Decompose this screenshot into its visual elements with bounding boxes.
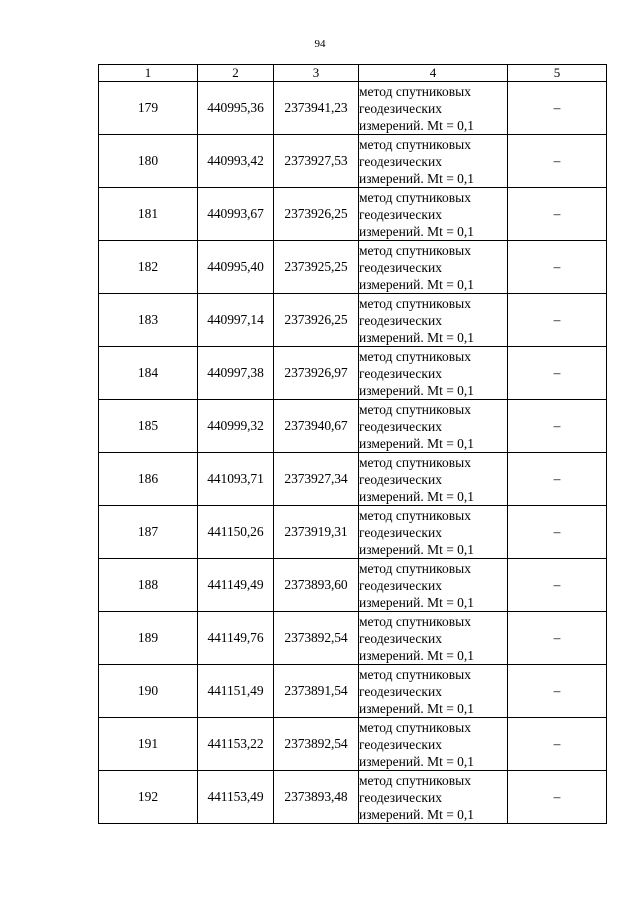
page-number: 94 [314, 38, 326, 50]
x-coordinate-cell: 441153,22 [198, 718, 274, 771]
point-number-cell: 181 [99, 188, 198, 241]
x-coordinate-cell: 441151,49 [198, 665, 274, 718]
table-body [99, 82, 607, 824]
method-line-3: измерений. Mt = 0,1 [359, 117, 475, 133]
table-row [99, 347, 607, 400]
method-line-1: метод спутниковых [359, 454, 471, 470]
method-cell [359, 294, 508, 347]
y-coordinate-cell: 2373927,34 [274, 453, 359, 506]
point-number-cell: 184 [99, 347, 198, 400]
method-line-2: геодезических [359, 312, 442, 328]
method-line-3: измерений. Mt = 0,1 [359, 700, 475, 716]
table-row [99, 188, 607, 241]
note-cell: – [508, 453, 607, 506]
note-cell: – [508, 241, 607, 294]
method-line-2: геодезических [359, 524, 442, 540]
note-cell: – [508, 347, 607, 400]
table-row [99, 453, 607, 506]
x-coordinate-cell: 440993,42 [198, 135, 274, 188]
note-cell: – [508, 294, 607, 347]
method-line-2: геодезических [359, 736, 442, 752]
table-row [99, 559, 607, 612]
method-line-3: измерений. Mt = 0,1 [359, 806, 475, 822]
table-header-row [99, 65, 607, 82]
point-number-cell: 187 [99, 506, 198, 559]
y-coordinate-cell: 2373926,25 [274, 294, 359, 347]
method-line-1: метод спутниковых [359, 83, 471, 99]
x-coordinate-cell: 441093,71 [198, 453, 274, 506]
method-line-2: геодезических [359, 630, 442, 646]
method-line-2: геодезических [359, 683, 442, 699]
table-row [99, 135, 607, 188]
point-number-cell: 182 [99, 241, 198, 294]
note-cell: – [508, 506, 607, 559]
x-coordinate-cell: 440993,67 [198, 188, 274, 241]
y-coordinate-cell: 2373925,25 [274, 241, 359, 294]
y-coordinate-cell: 2373893,60 [274, 559, 359, 612]
table-row [99, 718, 607, 771]
note-cell: – [508, 771, 607, 824]
x-coordinate-cell: 441153,49 [198, 771, 274, 824]
x-coordinate-cell: 441149,49 [198, 559, 274, 612]
x-coordinate-cell: 441149,76 [198, 612, 274, 665]
note-cell: – [508, 400, 607, 453]
x-coordinate-cell: 441150,26 [198, 506, 274, 559]
note-cell: – [508, 135, 607, 188]
column-header-4: 4 [359, 65, 508, 82]
note-cell: – [508, 612, 607, 665]
note-cell: – [508, 718, 607, 771]
method-line-3: измерений. Mt = 0,1 [359, 435, 475, 451]
method-cell [359, 771, 508, 824]
point-number-cell: 180 [99, 135, 198, 188]
x-coordinate-cell: 440995,40 [198, 241, 274, 294]
method-line-3: измерений. Mt = 0,1 [359, 329, 475, 345]
method-line-1: метод спутниковых [359, 719, 471, 735]
table-row [99, 506, 607, 559]
method-line-1: метод спутниковых [359, 295, 471, 311]
method-cell [359, 559, 508, 612]
method-cell [359, 612, 508, 665]
y-coordinate-cell: 2373919,31 [274, 506, 359, 559]
method-line-2: геодезических [359, 100, 442, 116]
method-cell [359, 453, 508, 506]
method-cell [359, 188, 508, 241]
column-header-1: 1 [99, 65, 198, 82]
x-coordinate-cell: 440997,38 [198, 347, 274, 400]
method-line-3: измерений. Mt = 0,1 [359, 541, 475, 557]
point-number-cell: 186 [99, 453, 198, 506]
x-coordinate-cell: 440997,14 [198, 294, 274, 347]
method-line-1: метод спутниковых [359, 401, 471, 417]
x-coordinate-cell: 440995,36 [198, 82, 274, 135]
y-coordinate-cell: 2373891,54 [274, 665, 359, 718]
method-line-2: геодезических [359, 789, 442, 805]
method-line-1: метод спутниковых [359, 136, 471, 152]
method-line-1: метод спутниковых [359, 772, 471, 788]
method-line-3: измерений. Mt = 0,1 [359, 594, 475, 610]
method-line-1: метод спутниковых [359, 613, 471, 629]
y-coordinate-cell: 2373926,25 [274, 188, 359, 241]
table-row [99, 665, 607, 718]
table-row [99, 82, 607, 135]
point-number-cell: 192 [99, 771, 198, 824]
note-cell: – [508, 559, 607, 612]
method-line-1: метод спутниковых [359, 348, 471, 364]
coordinates-table [98, 64, 607, 824]
method-line-2: геодезических [359, 577, 442, 593]
note-cell: – [508, 82, 607, 135]
method-cell [359, 400, 508, 453]
table-row [99, 241, 607, 294]
table-row [99, 771, 607, 824]
point-number-cell: 188 [99, 559, 198, 612]
method-line-3: измерений. Mt = 0,1 [359, 753, 475, 769]
note-cell: – [508, 188, 607, 241]
method-line-1: метод спутниковых [359, 666, 471, 682]
point-number-cell: 190 [99, 665, 198, 718]
method-line-3: измерений. Mt = 0,1 [359, 223, 475, 239]
method-line-2: геодезических [359, 418, 442, 434]
y-coordinate-cell: 2373927,53 [274, 135, 359, 188]
note-cell: – [508, 665, 607, 718]
y-coordinate-cell: 2373926,97 [274, 347, 359, 400]
y-coordinate-cell: 2373940,67 [274, 400, 359, 453]
method-line-1: метод спутниковых [359, 560, 471, 576]
point-number-cell: 189 [99, 612, 198, 665]
method-line-3: измерений. Mt = 0,1 [359, 276, 475, 292]
method-cell [359, 506, 508, 559]
method-cell [359, 718, 508, 771]
column-header-2: 2 [198, 65, 274, 82]
method-line-2: геодезических [359, 471, 442, 487]
method-line-1: метод спутниковых [359, 189, 471, 205]
method-cell [359, 241, 508, 294]
method-line-1: метод спутниковых [359, 242, 471, 258]
table-row [99, 294, 607, 347]
method-cell [359, 135, 508, 188]
y-coordinate-cell: 2373893,48 [274, 771, 359, 824]
method-line-1: метод спутниковых [359, 507, 471, 523]
method-line-2: геодезических [359, 153, 442, 169]
table-row [99, 612, 607, 665]
point-number-cell: 191 [99, 718, 198, 771]
method-cell [359, 82, 508, 135]
method-line-3: измерений. Mt = 0,1 [359, 170, 475, 186]
point-number-cell: 183 [99, 294, 198, 347]
method-line-3: измерений. Mt = 0,1 [359, 382, 475, 398]
method-line-2: геодезических [359, 259, 442, 275]
y-coordinate-cell: 2373892,54 [274, 612, 359, 665]
method-cell [359, 347, 508, 400]
method-line-3: измерений. Mt = 0,1 [359, 647, 475, 663]
method-cell [359, 665, 508, 718]
column-header-3: 3 [274, 65, 359, 82]
method-line-2: геодезических [359, 365, 442, 381]
table-row [99, 400, 607, 453]
point-number-cell: 185 [99, 400, 198, 453]
method-line-2: геодезических [359, 206, 442, 222]
x-coordinate-cell: 440999,32 [198, 400, 274, 453]
y-coordinate-cell: 2373892,54 [274, 718, 359, 771]
point-number-cell: 179 [99, 82, 198, 135]
method-line-3: измерений. Mt = 0,1 [359, 488, 475, 504]
y-coordinate-cell: 2373941,23 [274, 82, 359, 135]
column-header-5: 5 [508, 65, 607, 82]
